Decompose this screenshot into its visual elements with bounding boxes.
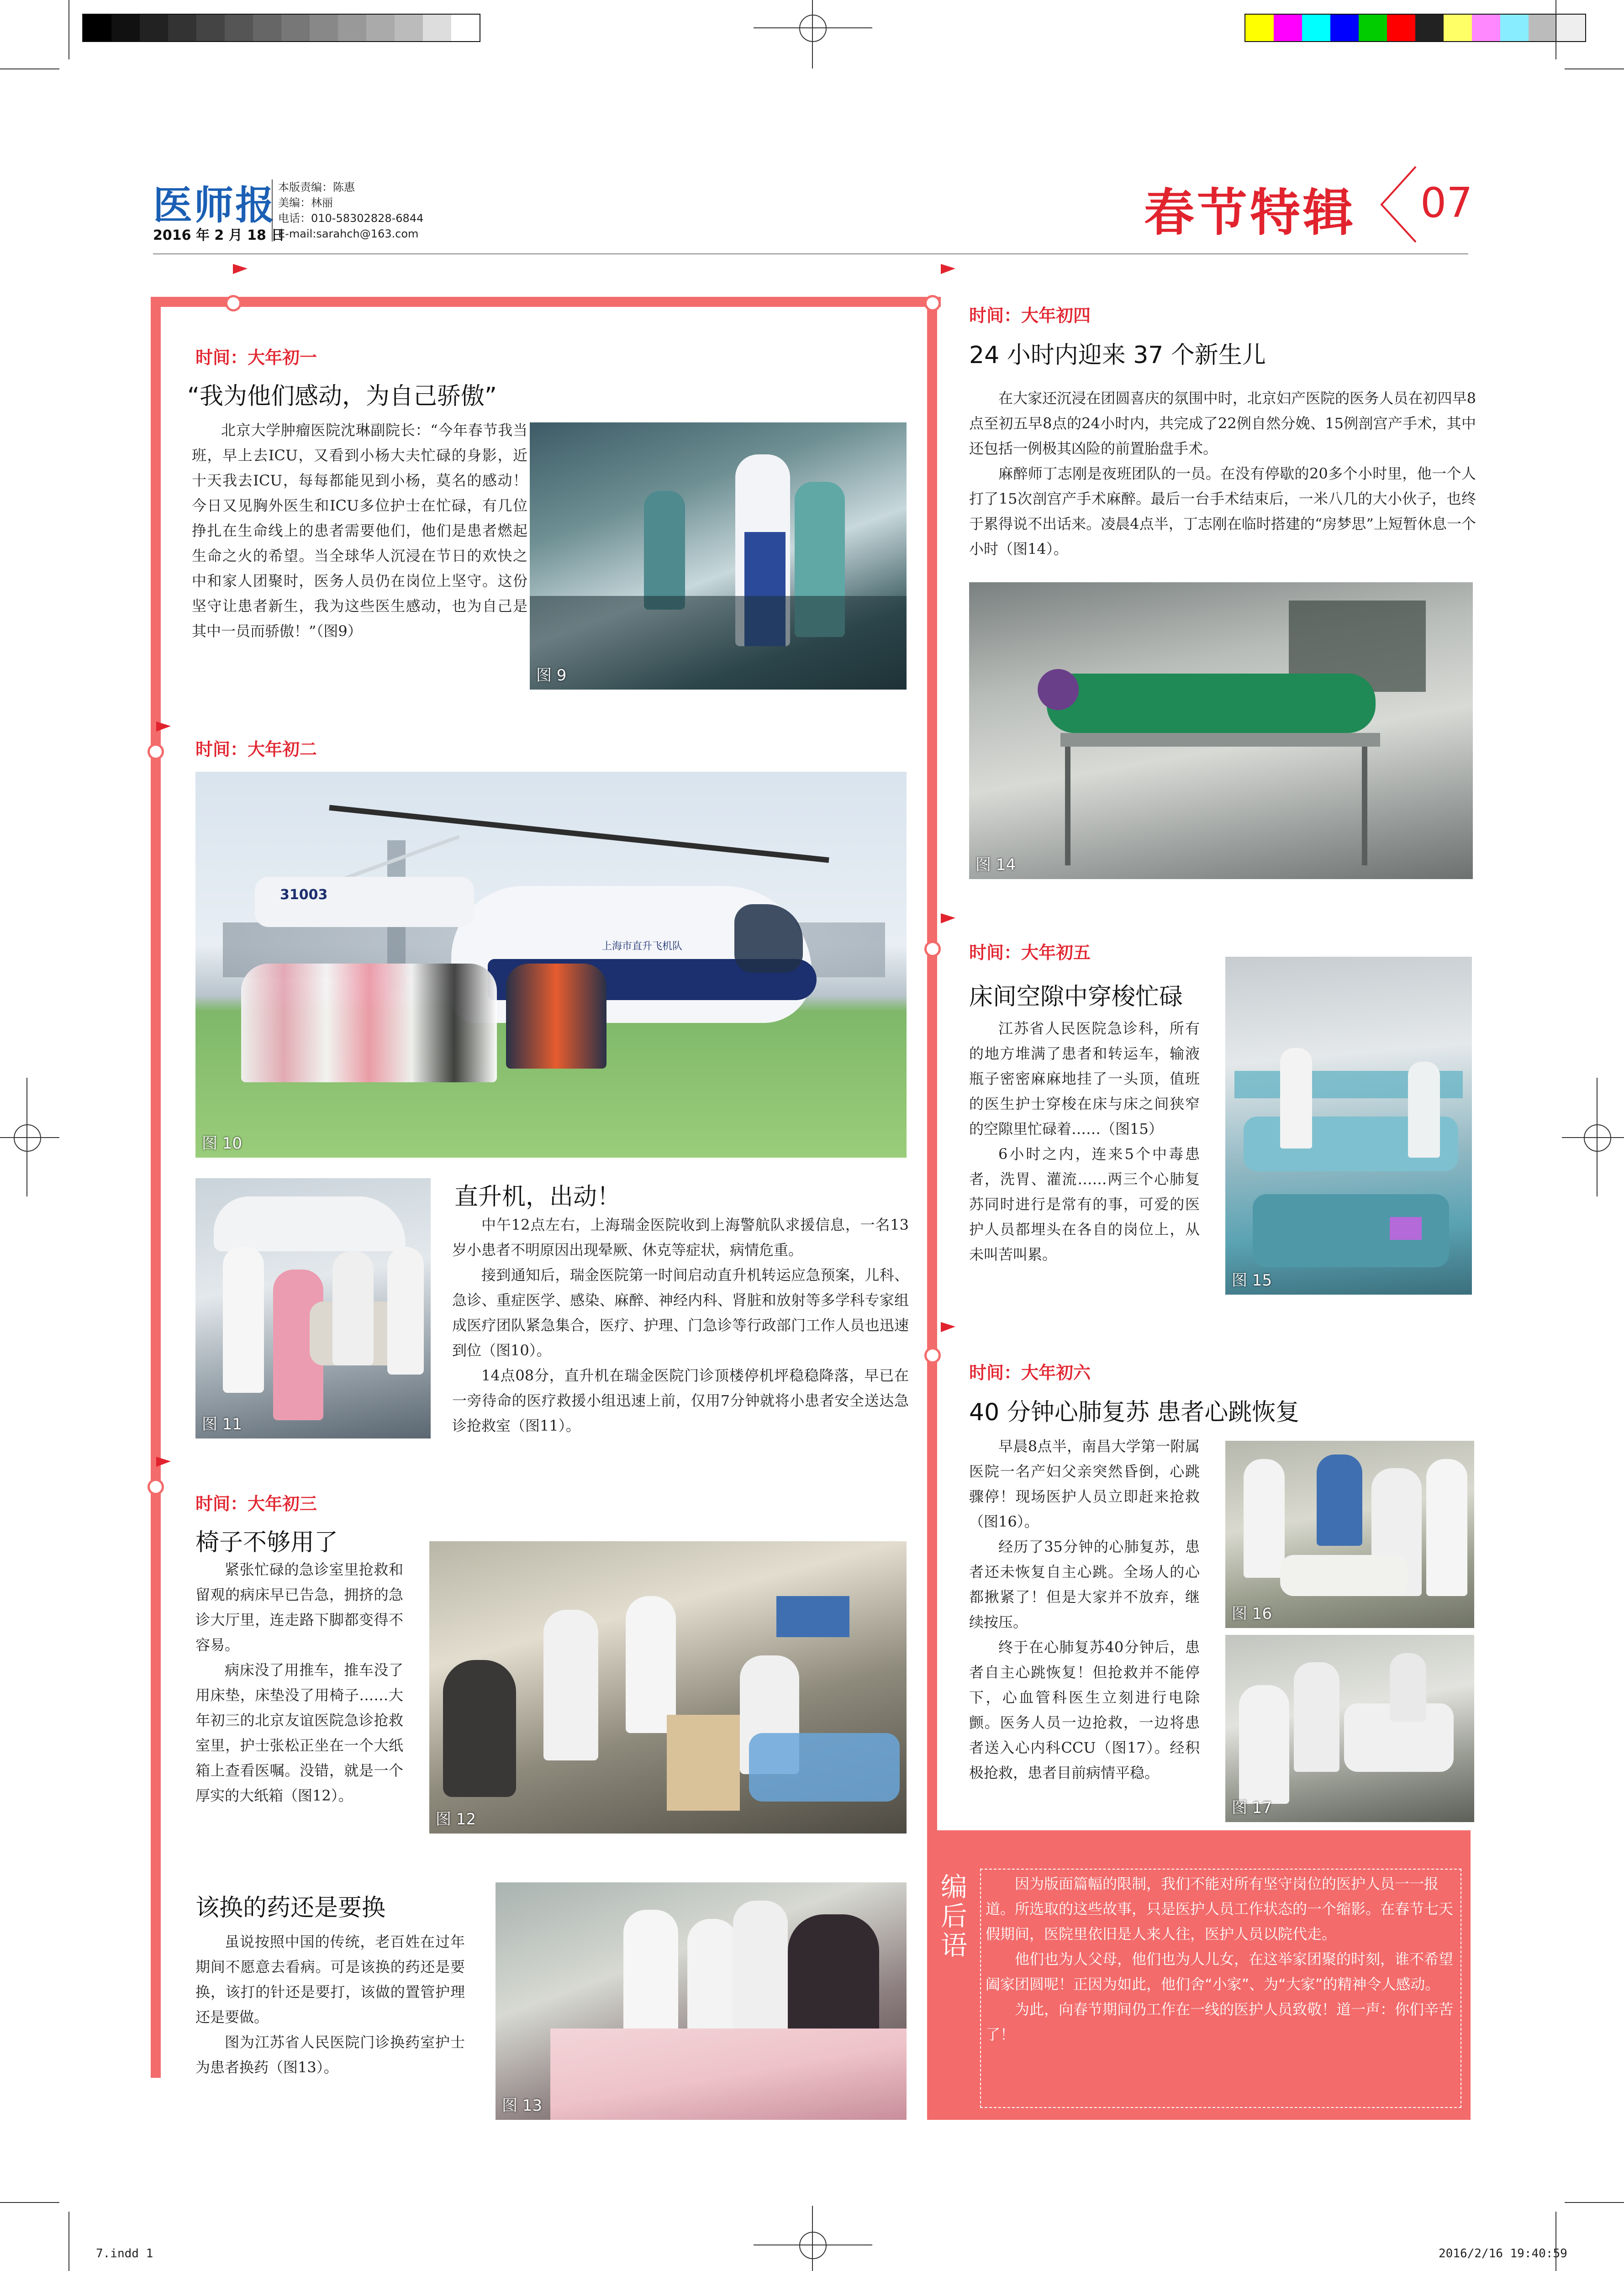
story-paragraph: 紧张忙碌的急诊室里抢救和留观的病床早已告急，拥挤的急诊大厅里，连走路下脚都变得不容易。	[195, 1561, 403, 1654]
photo-cpr-scene	[1225, 1441, 1474, 1628]
photo-caption: 图 14	[975, 856, 1016, 874]
editor-credits	[272, 179, 423, 242]
registration-circle-right	[1584, 1124, 1611, 1152]
section-title: 春节特辑	[1144, 183, 1356, 242]
story-paragraph: 江苏省人民医院急诊科，所有的地方堆满了患者和转运车，输液瓶子密密麻麻地挂了一头顶，值班的医生护士穿梭在床与床之间狭窄的空隙里忙碌着……（图15）	[969, 1020, 1200, 1138]
print-timestamp: 2016/2/16 19:40:59	[1439, 2247, 1567, 2260]
photo-crowded-ward	[1225, 957, 1472, 1295]
page-number: 07	[1420, 179, 1473, 227]
story-body	[969, 1016, 1200, 1267]
story-headline: 40 分钟心肺复苏 患者心跳恢复	[969, 1399, 1300, 1426]
frame-top-line	[151, 297, 941, 307]
story-paragraph: 中午12点左右，上海瑞金医院收到上海警航队求援信息，一名13岁小患者不明原因出现晕厥、休克等症状，病情危重。	[452, 1216, 909, 1259]
timeline-node	[924, 941, 941, 957]
story-body	[452, 1212, 909, 1438]
story-body: 北京大学肿瘤医院沈琳副院长：“今年春节我当班，早上去ICU，又看到小杨大夫忙碌的身影，近十天我去ICU，每每都能见到小杨，莫名的感动！今日又见胸外医生和ICU多位护士在忙碌，有几位挣扎在生命线上的患者需要他们，他们是患者燃起生命之火的希望。当全球华人沉浸在节日的欢快之中和家人团聚时，医务人员仍在岗位上坚守。这份坚守让患者新生，我为这些医生感动，也为自己是其中一员而骄傲！”（图9）	[192, 422, 527, 640]
story-paragraph: 6小时之内，连来5个中毒患者，洗胃、灌流……两三个心肺复苏同时进行是常有的事，可爱的医护人员都埋头在各自的岗位上，从未叫苦叫累。	[969, 1145, 1200, 1263]
grayscale-calibration-bar	[82, 14, 480, 42]
registration-mark-left-v	[26, 1078, 27, 1196]
credit-line: 本版责编：陈惠	[278, 181, 355, 194]
story-body	[969, 1434, 1200, 1786]
credit-line: 电话：010-58302828-6844	[278, 212, 424, 225]
editor-note-text	[986, 1871, 1456, 2047]
helicopter-tail-number: 31003	[280, 887, 328, 903]
story-time-label: 时间：大年初四	[969, 306, 1091, 326]
story-headline: 椅子不够用了	[195, 1529, 338, 1556]
story-headline: 床间空隙中穿梭忙碌	[969, 983, 1183, 1011]
story-headline: 直升机，出动！	[454, 1183, 621, 1211]
crop-mark-tl	[0, 68, 59, 69]
crop-mark-bl	[0, 2202, 59, 2203]
photo-dressing-change	[496, 1882, 907, 2120]
photo-anesthetist-resting	[969, 582, 1473, 879]
photo-helicopter	[195, 772, 907, 1158]
credit-line: 美编：林丽	[278, 196, 333, 209]
credit-line: E-mail:sarahch@163.com	[278, 227, 419, 240]
story-paragraph: 早晨8点半，南昌大学第一附属医院一名产妇父亲突然昏倒，心跳骤停！现场医护人员立即赶来抢救（图16）。	[969, 1438, 1200, 1530]
story-paragraph: 接到通知后，瑞金医院第一时间启动直升机转运应急预案，儿科、急诊、重症医学、感染、麻醉、神经内科、肾脏和放射等多学科专家组成医疗团队紧急集合，医疗、护理、门急诊等行政部门工作人员也迅速到位（图10）。	[452, 1266, 909, 1359]
story-paragraph: 病床没了用推车，推车没了用床垫，床垫没了用椅子……大年初三的北京友谊医院急诊抢救室里，护士张松正坐在一个大纸箱上查看医嘱。没错，就是一个厚实的大纸箱（图12）。	[195, 1661, 403, 1804]
editor-note-paragraph: 为此，向春节期间仍工作在一线的医护人员致敬！道一声：你们辛苦了！	[986, 2001, 1454, 2043]
timeline-node	[148, 1479, 164, 1495]
registration-circle-bottom	[799, 2232, 827, 2259]
flag-icon	[232, 264, 248, 278]
photo-caption: 图 17	[1232, 1799, 1272, 1817]
flag-icon	[940, 913, 956, 927]
story-paragraph: 麻醉师丁志刚是夜班团队的一员。在没有停歇的20多个小时里，他一个人打了15次剖宫产手术麻醉。最后一台手术结束后，一米八几的大小伙子，也终于累得说不出话来。凌晨4点半，丁志刚在临时搭建的“房梦思”上短暂休息一个小时（图14）。	[969, 465, 1476, 558]
photo-icu-nurses	[530, 422, 907, 690]
story-paragraph: 终于在心肺复苏40分钟后，患者自主心跳恢复！但抢救并不能停下，心血管科医生立刻进行电除颤。医务人员一边抢救，一边将患者送入心内科CCU（图17）。经积极抢救，患者目前病情平稳。	[969, 1639, 1200, 1781]
story-time-label: 时间：大年初二	[195, 739, 317, 759]
helicopter-livery-text: 上海市直升飞机队	[602, 941, 683, 952]
timeline-node	[924, 295, 941, 311]
newspaper-logo: 医师报	[153, 182, 276, 228]
flag-icon	[940, 264, 956, 278]
story-headline: “我为他们感动，为自己骄傲”	[187, 383, 497, 410]
timeline-node	[924, 1347, 941, 1364]
editor-note-paragraph: 因为版面篇幅的限制，我们不能对所有坚守岗位的医护人员一一报道。所选取的这些故事，只是医护人员工作状态的一个缩影。在春节七天假期间，医院里依旧是人来人往，医护人员以院代走。	[986, 1875, 1454, 1943]
story-body	[195, 1929, 465, 2080]
frame-left-line	[151, 297, 161, 2078]
publication-date: 2016 年 2 月 18 日	[153, 227, 285, 243]
editor-note-paragraph: 他们也为人父母，他们也为人儿女，在这举家团聚的时刻，谁不希望阖家团圆呢！正因为如此，他们舍“小家”、为“大家”的精神令人感动。	[986, 1950, 1454, 1993]
photo-patient-transfer	[1225, 1635, 1474, 1822]
registration-circle-left	[14, 1124, 41, 1152]
story-time-label: 时间：大年初一	[195, 348, 317, 368]
story-paragraph: 在大家还沉浸在团圆喜庆的氛围中时，北京妇产医院的医务人员在初四早8点至初五早8点的24小时内，共完成了22例自然分娩、15例剖宫产手术，其中还包括一例极其凶险的前置胎盘手术。	[969, 390, 1476, 457]
story-headline: 24 小时内迎来 37 个新生儿	[969, 342, 1266, 369]
registration-circle-top	[799, 15, 827, 42]
story-paragraph: 虽说按照中国的传统，老百姓在过年期间不愿意去看病。可是该换的药还是要换，该打的针还是要打，该做的置管护理还是要做。	[195, 1933, 465, 2026]
photo-emergency-hall	[429, 1541, 907, 1834]
flag-icon	[155, 1457, 172, 1470]
story-paragraph: 图为江苏省人民医院门诊换药室护士为患者换药（图13）。	[195, 2034, 465, 2076]
story-body	[195, 1557, 403, 1808]
photo-caption: 图 13	[502, 2097, 543, 2115]
photo-caption: 图 12	[436, 1810, 476, 1828]
header-rule	[153, 253, 1468, 254]
editor-note-title: 编后语	[941, 1871, 968, 1961]
crop-mark-br	[1565, 2202, 1624, 2203]
photo-caption: 图 9	[536, 666, 567, 685]
story-paragraph: 经历了35分钟的心肺复苏，患者还未恢复自主心跳。全场人的心都揪紧了！但是大家并不放弃，继续按压。	[969, 1538, 1200, 1631]
story-body	[969, 386, 1476, 562]
color-calibration-bar	[1244, 14, 1586, 42]
photo-caption: 图 11	[202, 1415, 243, 1433]
timeline-node	[148, 743, 164, 760]
story-time-label: 时间：大年初五	[969, 943, 1091, 963]
crop-mark-tr-v	[1555, 0, 1556, 59]
registration-mark-right-v	[1597, 1078, 1598, 1196]
story-paragraph: 14点08分，直升机在瑞金医院门诊顶楼停机坪稳稳降落，早已在一旁待命的医疗救援小组迅速上前，仅用7分钟就将小患者安全送达急诊抢救室（图11）。	[452, 1367, 909, 1434]
story-time-label: 时间：大年初六	[969, 1363, 1091, 1383]
flag-icon	[940, 1322, 956, 1336]
crop-mark-br-v	[1555, 2212, 1556, 2271]
photo-caption: 图 16	[1232, 1605, 1272, 1623]
flag-icon	[155, 722, 172, 735]
timeline-node	[225, 295, 242, 311]
photo-stretcher-transfer	[195, 1178, 431, 1438]
photo-caption: 图 10	[202, 1134, 243, 1153]
file-slug: 7.indd 1	[96, 2247, 153, 2260]
story-time-label: 时间：大年初三	[195, 1494, 317, 1514]
crop-mark-tr	[1565, 68, 1624, 69]
photo-caption: 图 15	[1232, 1271, 1272, 1290]
story-headline: 该换的药还是要换	[195, 1894, 386, 1922]
